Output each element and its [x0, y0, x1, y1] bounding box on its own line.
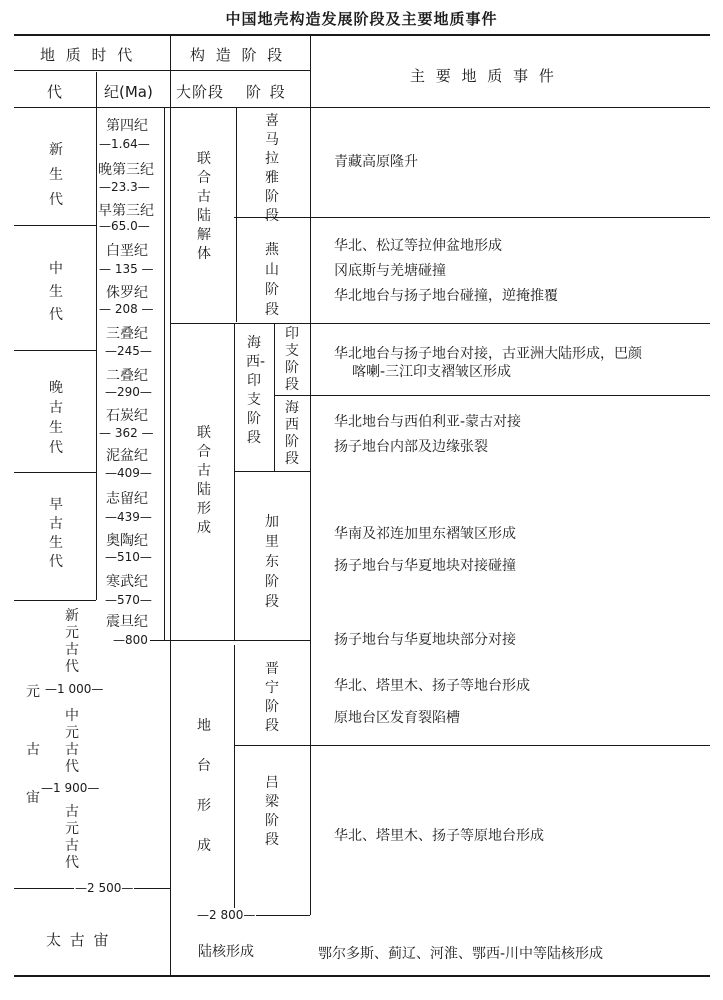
stage-yanshan: 燕山阶段	[265, 242, 279, 318]
event-siberia-mongolia: 华北地台与西伯利亚-蒙古对接	[334, 414, 522, 430]
age-290: —290—	[105, 385, 152, 399]
divider-era-period	[96, 72, 97, 600]
divider-hx-yz	[274, 323, 275, 471]
event-platforms-formed: 华北、塔里木、扬子等地台形成	[334, 678, 530, 694]
event-north-china-basins: 华北、松辽等拉伸盆地形成	[334, 238, 502, 254]
divider-period-right	[164, 108, 165, 640]
era-early-paleozoic: 早古生代	[49, 497, 63, 570]
header-tectonic: 构 造 阶 段	[190, 46, 286, 64]
era-line-epz-pt	[14, 600, 96, 601]
age-65: —65.0—	[99, 219, 150, 233]
stage-indosinian: 印支阶段	[285, 326, 299, 393]
header-major-stage: 大阶段	[176, 83, 225, 101]
major-line-1	[170, 323, 710, 324]
stage-himalaya: 喜马拉雅阶段	[265, 113, 279, 224]
event-bayan-har: 喀喇-三江印支褶皱区形成	[352, 364, 512, 380]
major-nucleus: 陆核形成	[198, 944, 254, 960]
stage-line-indo-herc	[274, 395, 710, 396]
event-aulacogen: 原地台区发育裂陷槽	[334, 710, 460, 726]
header-bottom-line	[14, 107, 710, 108]
divider-major-stage-2	[234, 324, 235, 640]
stage-luliang: 吕梁阶段	[265, 775, 279, 848]
divider-geo-tectonic	[170, 36, 171, 975]
age-439: —439—	[105, 510, 152, 524]
period-carboniferous: 石炭纪	[106, 408, 148, 424]
age-800-line	[150, 640, 310, 641]
age-409: —409—	[105, 466, 152, 480]
era-line-pt-ar	[14, 888, 74, 889]
age-570: —570—	[105, 593, 152, 607]
period-cretaceous: 白垩纪	[106, 243, 148, 259]
table-title: 中国地壳构造发展阶段及主要地质事件	[225, 10, 498, 28]
era-proterozoic-3: 宙	[26, 790, 40, 806]
major-breakup: 联合古陆解体	[197, 151, 211, 262]
event-nuclei: 鄂尔多斯、蓟辽、河淮、鄂西-川中等陆核形成	[318, 946, 604, 962]
stage-line-jin-lu	[234, 745, 710, 746]
era-line-lpz-epz	[14, 472, 96, 473]
header-events: 主 要 地 质 事 件	[410, 67, 557, 85]
era-mesoproterozoic: 中元古代	[65, 708, 79, 775]
era-proterozoic-1: 元	[26, 684, 40, 700]
age-1000: —1 000—	[45, 682, 104, 696]
era-line-cz-mz	[14, 225, 96, 226]
era-archean: 太 古 宙	[46, 931, 111, 949]
header-period: 纪(Ma)	[104, 83, 153, 101]
header-era: 代	[47, 83, 66, 101]
era-neoproterozoic: 新元古代	[65, 608, 79, 675]
age-245: —245—	[105, 344, 152, 358]
period-ordovician: 奥陶纪	[106, 533, 148, 549]
event-partial-docking: 扬子地台与华夏地块部分对接	[334, 630, 520, 650]
era-cenozoic: 新生代	[49, 142, 63, 208]
period-silurian: 志留纪	[106, 491, 148, 507]
stage-hercynian: 海西阶段	[285, 400, 299, 467]
event-asia-continent: 华北地台与扬子地台对接，古亚洲大陆形成，巴颜	[334, 346, 642, 362]
era-proterozoic-2: 古	[26, 742, 40, 758]
age-208: — 208 —	[99, 302, 154, 316]
period-quaternary: 第四纪	[106, 118, 148, 134]
event-proto-platforms: 华北、塔里木、扬子等原地台形成	[334, 828, 544, 844]
stage-line-herc-cal	[234, 471, 310, 472]
era-late-paleozoic: 晚古生代	[49, 380, 63, 456]
stage-hercynian-indosinian: 海西-印支阶段	[246, 335, 266, 446]
period-late-tertiary: 晚第三纪	[98, 162, 154, 178]
header-geo-time: 地 质 时 代	[40, 46, 136, 64]
divider-major-stage	[236, 108, 237, 322]
age-362: — 362 —	[99, 426, 154, 440]
divider-tectonic-events	[310, 36, 311, 915]
period-devonian: 泥盆纪	[106, 448, 148, 464]
divider-major-stage-3	[234, 645, 235, 915]
event-thrust: 华北地台与扬子地台碰撞，逆掩推覆	[334, 288, 558, 304]
period-triassic: 三叠纪	[106, 326, 148, 342]
period-jurassic: 侏罗纪	[106, 285, 148, 301]
period-early-tertiary: 早第三纪	[98, 203, 154, 219]
age-23-3: —23.3—	[99, 180, 150, 194]
age-1900: —1 900—	[41, 781, 100, 795]
age-1-64: —1.64—	[99, 137, 150, 151]
header-mid-line	[14, 70, 310, 71]
stage-jinning: 晋宁阶段	[265, 661, 279, 734]
header-stage: 阶 段	[246, 83, 287, 101]
age-135: — 135 —	[99, 262, 154, 276]
age-800: —800	[113, 633, 148, 647]
table-bottom-border	[14, 975, 710, 977]
major-platform: 地台形成	[197, 718, 211, 854]
event-yangtze-rift: 扬子地台内部及边缘张裂	[334, 439, 488, 455]
period-sinian: 震旦纪	[106, 614, 148, 630]
age-2500: —2 500—	[75, 881, 134, 895]
major-line-2	[234, 217, 710, 218]
stage-caledonian: 加里东阶段	[265, 514, 279, 610]
event-gangdise: 冈底斯与羌塘碰撞	[334, 263, 446, 279]
age-2800: —2 800—	[197, 908, 256, 922]
event-yangtze-cathaysia: 扬子地台与华夏地块对接碰撞	[334, 558, 516, 574]
era-line-mz-lpz	[14, 350, 96, 351]
event-qinghai-tibet: 青藏高原隆升	[334, 154, 418, 170]
era-paleoproterozoic: 古元古代	[65, 804, 79, 871]
period-permian: 二叠纪	[106, 368, 148, 384]
major-formation: 联合古陆形成	[197, 425, 211, 536]
event-caledonian-fold: 华南及祁连加里东褶皱区形成	[334, 526, 516, 542]
table-top-border	[14, 34, 710, 36]
age-510: —510—	[105, 550, 152, 564]
period-cambrian: 寒武纪	[106, 574, 148, 590]
era-mesozoic: 中生代	[49, 261, 63, 323]
